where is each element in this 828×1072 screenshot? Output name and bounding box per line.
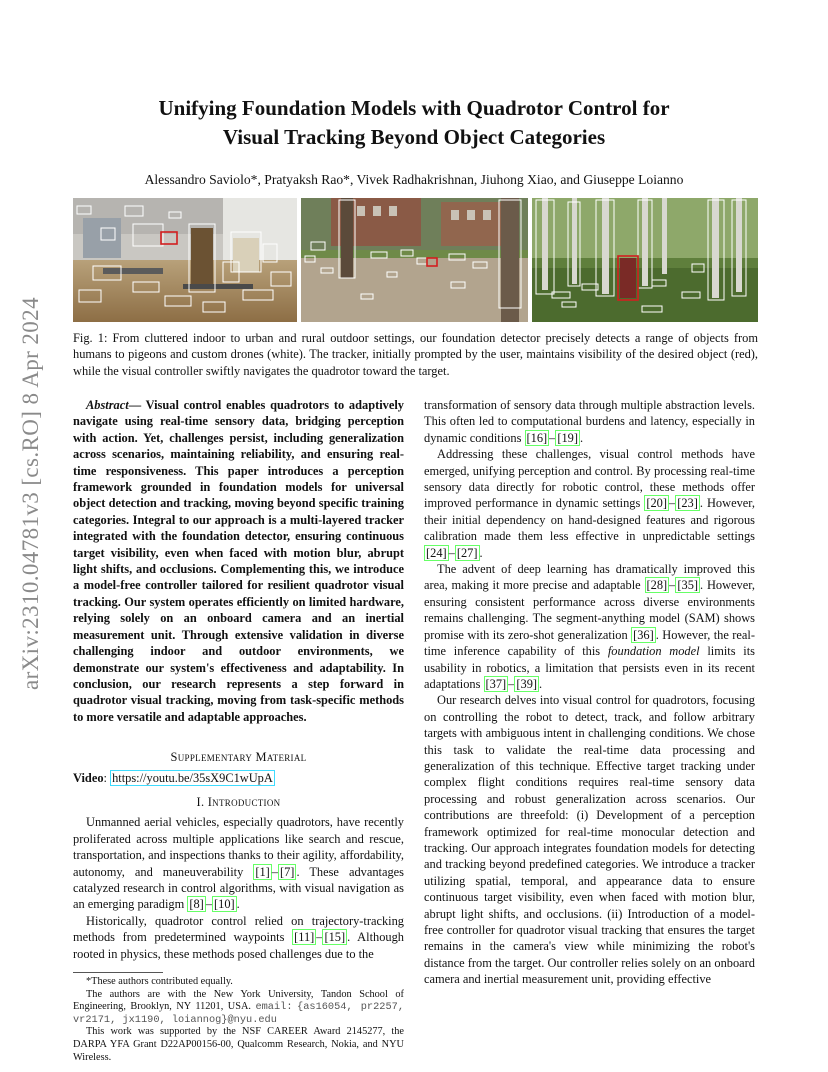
abstract-body: — Visual control enables quadrotors to adaptively navigate using real-time sensory data, bridging perception with action. Yet, challenges persist, including generalization across scenarios, maintaining reliability, and ensuring real-time responsiveness. This paper introduces a perception framework grounded in foundation models for universal object detection and tracking, moving beyond specific training categories. Integral to our approach is a multi-layered tracker integrated with the foundation detector, ensuring continuous target visibility, even when faced with motion blur, abrupt light shifts, and occlusions. Complementing this, we introduce a model-free controller tailored for resilient quadrotor visual tracking. Our system operates efficiently on limited hardware, relying solely on an onboard camera and an inertial measurement unit. Through extensive validation in diverse challenging indoor and outdoor environments, we demonstrate our system's effectiveness and adaptability. In conclusion, our research represents a step forward in quadrotor visual tracking, moving from task-specific methods to more versatile and adaptable approaches. (73, 398, 404, 724)
right-paragraph-3: The advent of deep learning has dramatically improved this area, making it more precise and adaptable [28] – [35] . However, ensuring consistent performance across diverse environments remains challenging. The segment-anything model (SAM) shows promise with its zero-shot generalization [36] . However, the real-time inference capability of this foundation model limits its usability in robotics, a limitation that persists even in its recent adaptations [37] – [39] . (424, 562, 755, 691)
right-column (424, 397, 755, 988)
footnote-equal-contribution: *These authors contributed equally. (86, 976, 233, 987)
intro-paragraph-2: Historically, quadrotor control relied on trajectory-tracking methods from predetermined waypoints [11] – [15] . Although rooted in physics, these methods posed challenges due to the (73, 913, 404, 961)
intro-paragraph-1: Unmanned aerial vehicles, especially quadrotors, have recently proliferated across multiple applications like search and rescue, transportation, and inspections thanks to their agility, affordability, autonomy, and maneuverability [1] – [7] . These advantages catalyzed research in control algorithms, with visual navigation as an emerging paradigm [8] – [10] . (73, 815, 404, 912)
footnotes (73, 976, 404, 1064)
citation-link[interactable]: [23] (677, 496, 698, 511)
introduction-heading: I. Introduction (196, 794, 281, 809)
citation-link[interactable]: [10] (214, 897, 235, 912)
arxiv-identifier: arXiv:2310.04781v3 [cs.RO] 8 Apr 2024 (18, 297, 43, 690)
right-paragraph-2: Addressing these challenges, visual control methods have emerged, unifying perception and control. By processing real-time sensory data directly for robotic control, these methods offer improved performance in dynamic settings [20] – [23] . However, their initial dependency on hand-designed features and rigorous calibration made them less effective in unpredictable settings [24] – [27] . (424, 447, 755, 560)
abstract-label: Abstract (86, 398, 129, 412)
footnote-affiliation: The authors are with the New York University, Tandon School of Engineering, Brooklyn, NY 11201, USA. email: {as16054, pr2257, vr2171, jx1190, loiannog}@nyu.edu (73, 988, 404, 1026)
indoor-scene-photo (73, 198, 297, 322)
citation-link[interactable]: [19] (557, 430, 579, 445)
supplementary-heading: Supplementary Material (170, 750, 307, 765)
left-column (73, 397, 404, 1064)
citation-link[interactable]: [16] (526, 430, 548, 445)
citation-link[interactable]: [39] (516, 676, 538, 691)
author-list: Alessandro Saviolo*, Pratyaksh Rao*, Vivek Radhakrishnan, Jiuhong Xiao, and Giuseppe Loianno (144, 172, 684, 187)
abstract (73, 397, 404, 725)
video-line: Video: https://youtu.be/35sX9C1wUpA (73, 770, 273, 785)
author-emails: {as16054, pr2257, vr2171, jx1190, loiannog}@nyu.edu (73, 1001, 404, 1026)
right-paragraph-1: transformation of sensory data through multiple abstraction levels. This often led to computational burdens and latency, especially in dynamic conditions [16] – [19] . (424, 398, 755, 445)
citation-link[interactable]: [1] (255, 864, 270, 879)
citation-link[interactable]: [27] (456, 545, 478, 560)
citation-link[interactable]: [37] (485, 676, 507, 691)
title-line-2: Visual Tracking Beyond Object Categories (222, 125, 606, 149)
video-label: Video (73, 770, 104, 785)
citation-link[interactable]: [11] (294, 930, 315, 945)
citation-link[interactable]: [24] (426, 545, 447, 560)
rural-scene-photo (532, 198, 758, 322)
urban-scene-photo (301, 198, 528, 322)
video-link[interactable]: https://youtu.be/35sX9C1wUpA (112, 770, 273, 785)
citation-link[interactable]: [36] (633, 627, 654, 642)
citation-link[interactable]: [20] (646, 496, 667, 511)
citation-link[interactable]: [15] (324, 930, 346, 945)
footnote-rule (73, 972, 163, 973)
right-paragraph-4: Our research delves into visual control for quadrotors, focusing on controlling the robot to detect, track, and follow arbitrary targets with ambiguous intent in challenging conditions. We chose this task to validate the real-time data processing and generalization of this technique. Effective target tracking under complex flight conditions requires real-time sensory data processing and robust generalization across scenarios. Our contributions are threefold: (i) Development of a perception framework optimized for real-time monocular detection and tracking. Our approach integrates foundation models for detecting and tracking beyond predefined categories. We introduce a tracker utilizing spatial, temporal, and appearance data to ensure continuous target visibility, even when faced with motion blur, abrupt light shifts, and occlusions. (ii) Introduction of a model-free controller for quadrotor visual tracking that ensures the target remains in the camera's view while minimizing the robot's distance from the target. Our controller relies solely on an onboard camera and inertial measurement unit, providing effective (424, 693, 755, 987)
citation-link[interactable]: [7] (279, 864, 295, 879)
citation-link[interactable]: [28] (646, 578, 668, 593)
citation-link[interactable]: [35] (677, 578, 699, 593)
title-line-1: Unifying Foundation Models with Quadrotor Control for (158, 96, 670, 120)
footnote-funding: This work was supported by the NSF CAREER Award 2145277, the DARPA YFA Grant D22AP00156-00, Qualcomm Research, Nokia, and NYU Wireless. (73, 1026, 404, 1063)
citation-link[interactable]: [8] (189, 897, 204, 912)
paper-title (0, 94, 828, 152)
figure-1-caption: Fig. 1: From cluttered indoor to urban and rural outdoor settings, our foundation detector precisely detects a range of objects from humans to pigeons and custom drones (white). The tracker, initially prompted by the user, maintains visibility of the desired object (red), while the visual controller swiftly navigates the quadrotor toward the target. (73, 331, 758, 378)
